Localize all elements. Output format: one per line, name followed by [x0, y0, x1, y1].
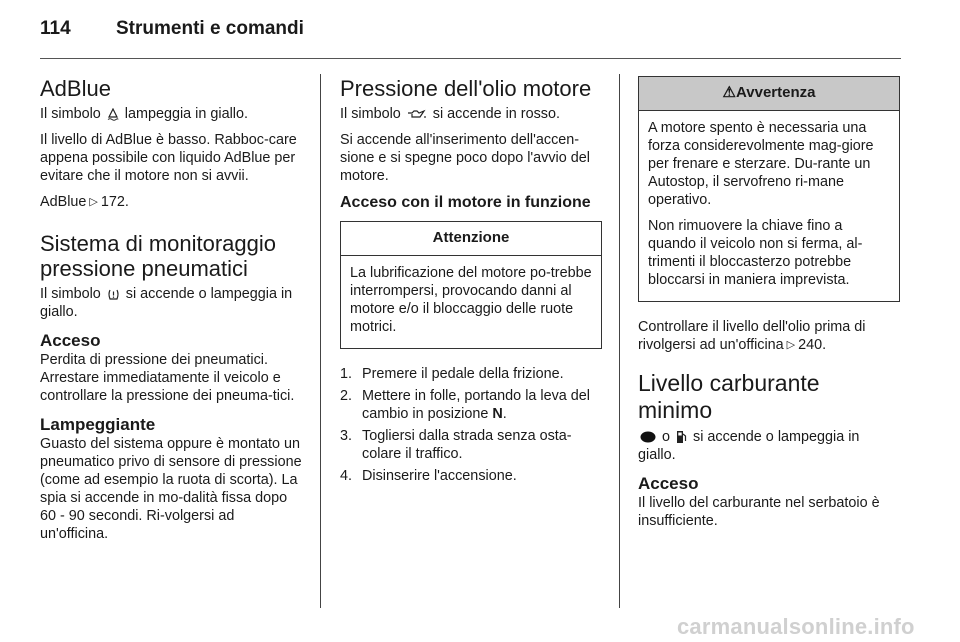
column-2	[340, 76, 602, 489]
column-3	[638, 76, 900, 538]
attention-title: Attenzione	[341, 222, 601, 256]
page-ref-arrow-icon: ▷	[786, 339, 796, 351]
list-item: 1. Premere il pedale della frizione.	[340, 366, 564, 382]
tpms-lampeggiante-heading: Lampeggiante	[40, 415, 156, 434]
tpms-acceso-text: Perdita di pressione dei pneumatici. Arrestare immediatamente il veicolo e controllare la pressione dei pneuma-tici.	[40, 352, 295, 404]
warning-icon: ⚠	[722, 84, 736, 101]
fuel-acceso-text: Il livello del carburante nel serbatoio è insufficiente.	[638, 495, 880, 529]
attention-box	[340, 221, 602, 349]
adblue-symbol-line: Il simbolo lampeggia in giallo.	[40, 106, 248, 122]
adblue-ref-link[interactable]: 172.	[100, 194, 129, 210]
oil-pressure-heading: Pressione dell'olio motore	[340, 76, 592, 101]
fuel-symbol-line: o si accende o lampeggia in giallo.	[638, 429, 860, 463]
column-1	[40, 76, 302, 551]
header-divider	[40, 58, 901, 59]
oil-can-icon	[407, 109, 427, 120]
filled-oval-icon	[640, 431, 656, 443]
list-item: 2. Mettere in folle, portando la leva del cambio in posizione N.	[340, 388, 590, 422]
adblue-heading: AdBlue	[40, 76, 111, 101]
oil-description: Si accende all'inserimento dell'accen-sione e si spegne poco dopo l'avvio del motore.	[340, 132, 590, 184]
adblue-icon	[107, 108, 119, 121]
oil-running-subheading: Acceso con il motore in funzione	[340, 194, 591, 211]
warning-title: ⚠Avvertenza	[639, 77, 899, 111]
steps-list	[340, 365, 602, 485]
page-ref-arrow-icon: ▷	[89, 196, 98, 208]
warning-text-1: A motore spento è necessaria una forza considerevolmente mag-giore per frenare e sterzare. Du-rante un Autostop, il servofreno ri-mane operativo.	[648, 120, 874, 208]
fuel-acceso-heading: Acceso	[638, 474, 699, 493]
column-divider-2	[619, 74, 620, 608]
list-item: 4. Disinserire l'accensione.	[340, 468, 517, 484]
oil-check-ref-link[interactable]: 240.	[798, 337, 827, 353]
adblue-description: Il livello di AdBlue è basso. Rabboc-care appena possibile con liquido AdBlue per evitare che il motore non si avvii.	[40, 132, 297, 184]
tpms-heading: Sistema di monitoraggio pressione pneumatici	[40, 231, 277, 281]
list-item: 3. Togliersi dalla strada senza osta-colare il traffico.	[340, 428, 572, 462]
adblue-reference: AdBlue ▷ 172.	[40, 194, 129, 210]
fuel-pump-icon	[676, 430, 687, 444]
page-number: 114	[40, 18, 71, 39]
fuel-heading: Livello carburante minimo	[638, 370, 820, 423]
page-header	[40, 18, 304, 40]
watermark: carmanualsonline.info	[677, 614, 915, 639]
tpms-symbol-line: Il simbolo si accende o lampeggia in giallo.	[40, 286, 293, 320]
column-divider-1	[320, 74, 321, 608]
tpms-acceso-heading: Acceso	[40, 331, 101, 350]
tire-pressure-icon	[107, 288, 120, 301]
tpms-lampeggiante-text: Guasto del sistema oppure è montato un pneumatico privo di sensore di pressione (come ad esempio la ruota di scorta). La spia si accende in mo-dalità fissa dopo 60 - 90 secondi. Ri-volgersi ad un'officina.	[40, 436, 302, 542]
oil-check-text: Controllare il livello dell'olio prima di rivolgersi ad un'officina ▷ 240.	[638, 319, 866, 353]
oil-symbol-line: Il simbolo si accende in rosso.	[340, 106, 560, 122]
warning-box	[638, 76, 900, 302]
attention-text: La lubrificazione del motore po-trebbe interrompersi, provocando danni al motore e/o il bloccaggio delle ruote motrici.	[350, 265, 592, 335]
warning-text-2: Non rimuovere la chiave fino a quando il veicolo non si ferma, al-trimenti il bloccasterzo potrebbe bloccarsi in maniera imprevista.	[648, 218, 863, 288]
page-section-title: Strumenti e comandi	[116, 18, 304, 39]
